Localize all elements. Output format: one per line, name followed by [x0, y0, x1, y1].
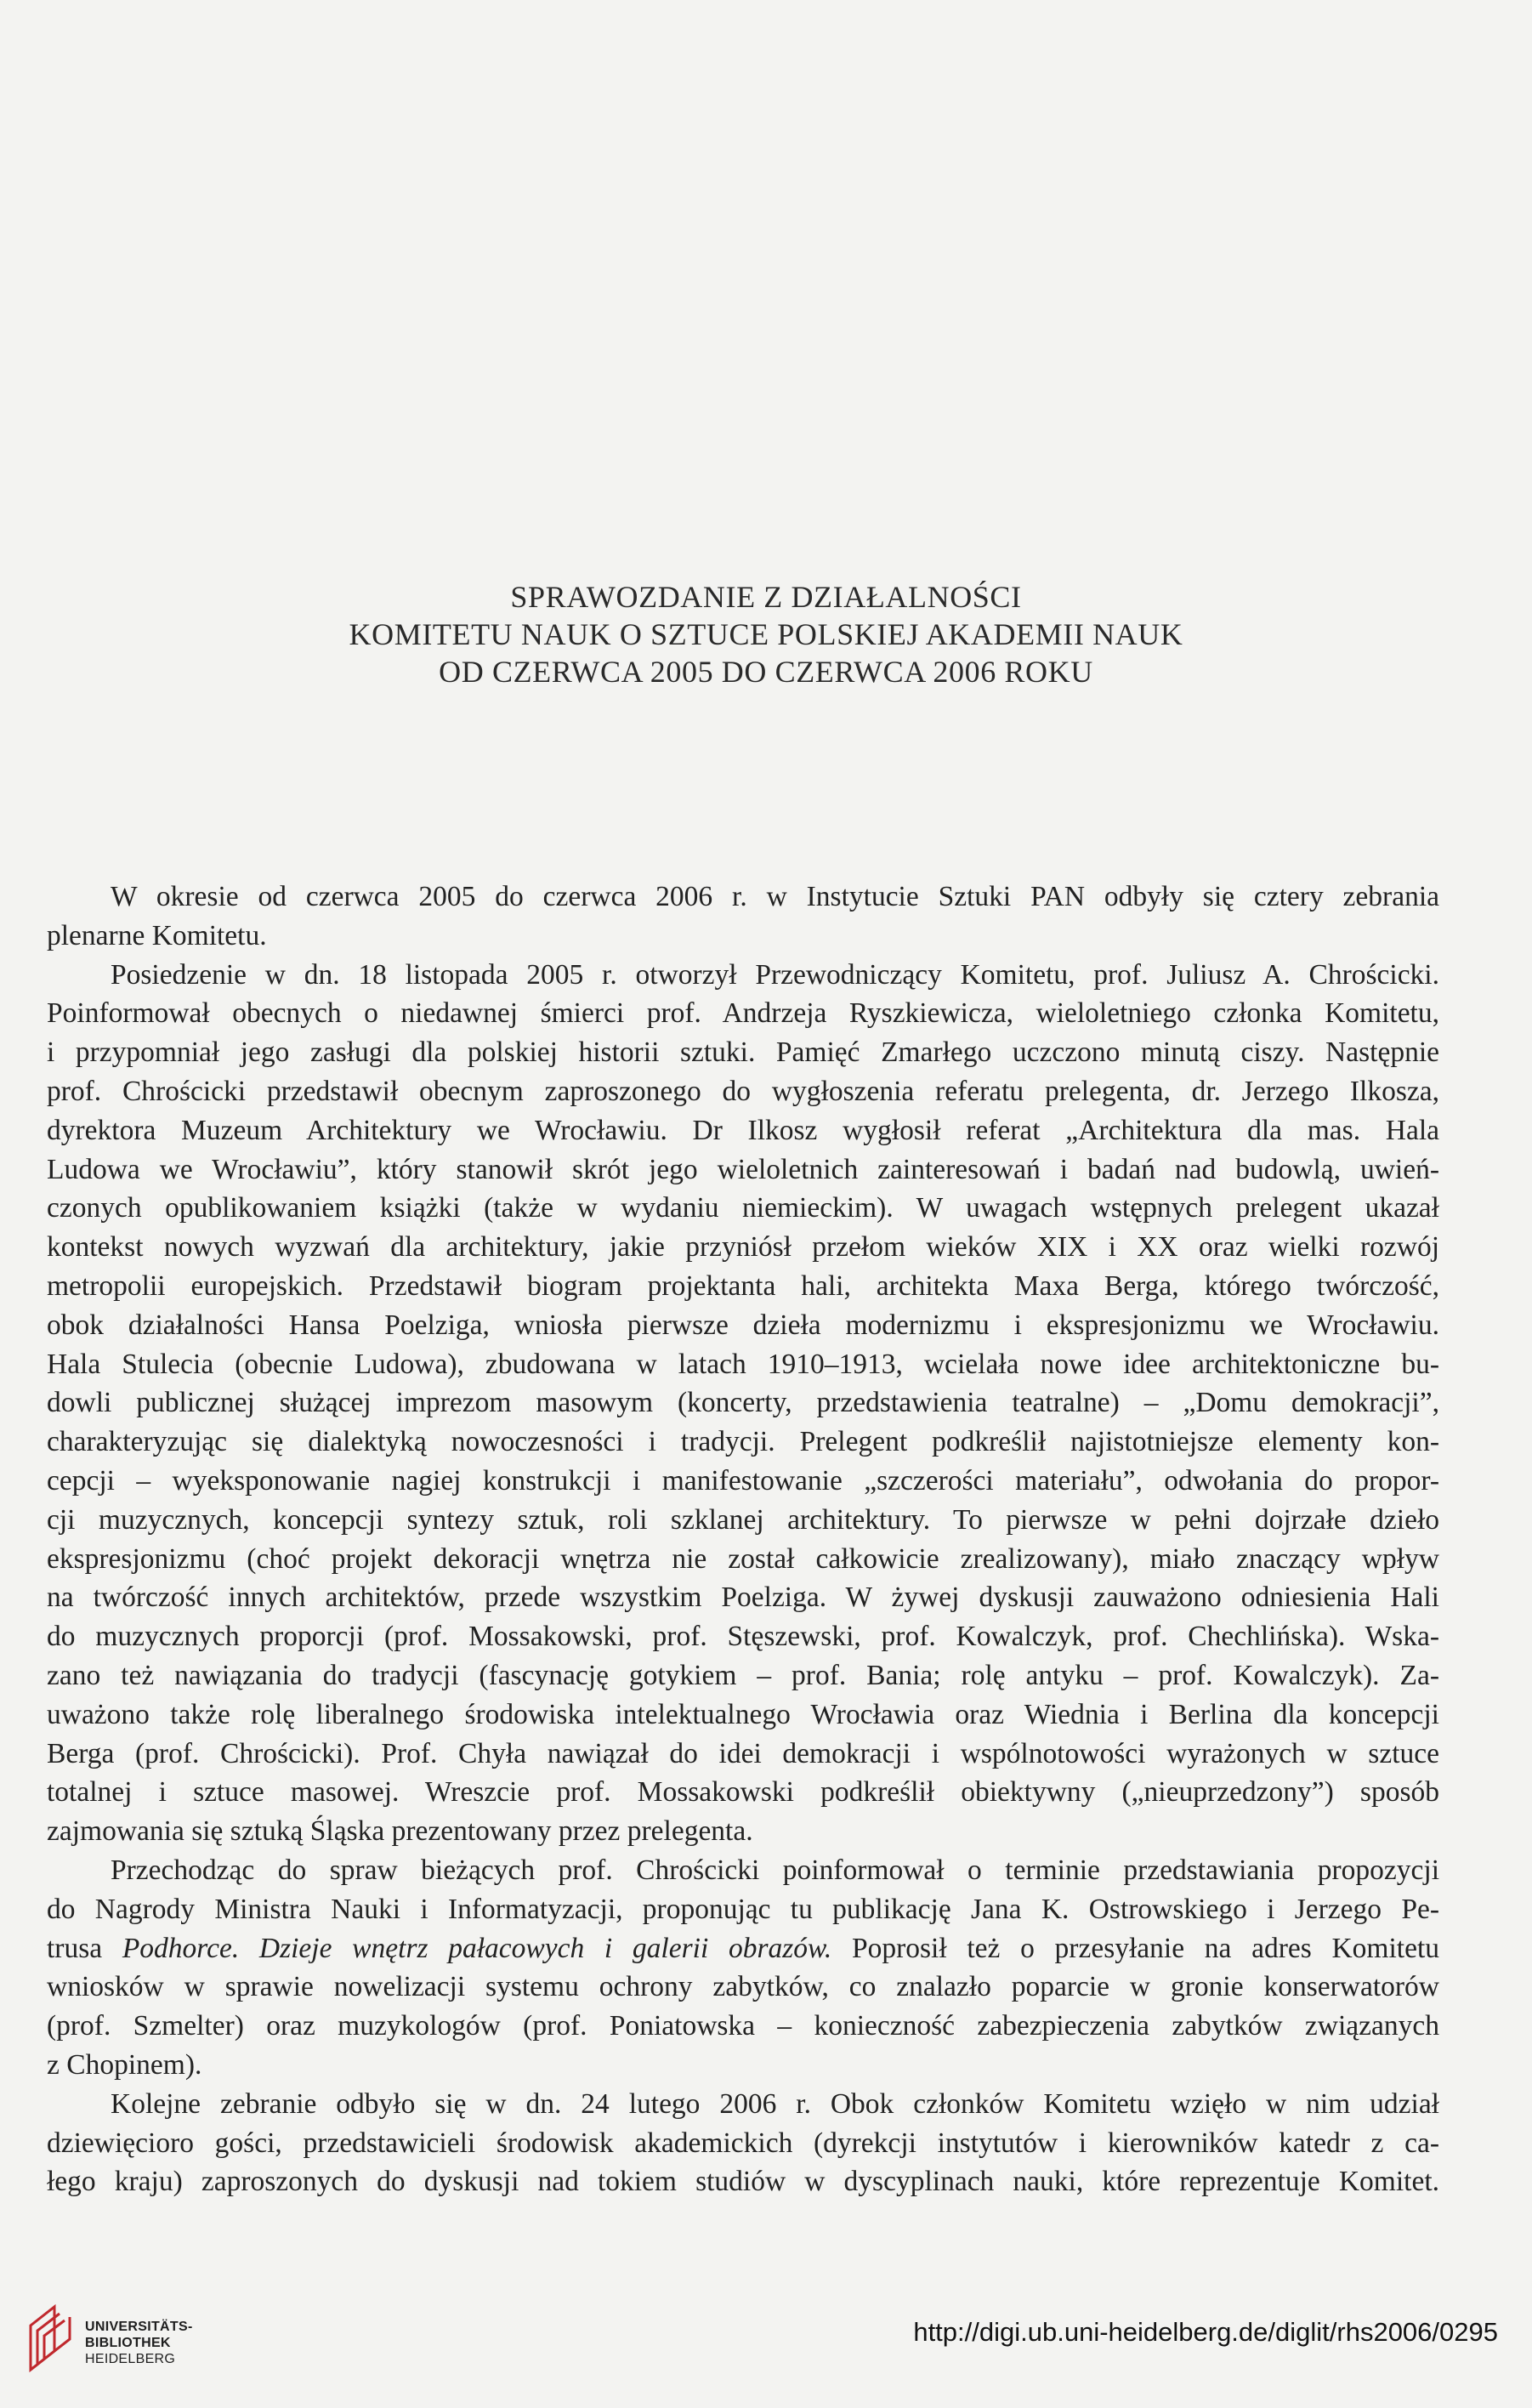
- title-line-1: SPRAWOZDANIE Z DZIAŁALNOŚCI: [510, 580, 1022, 614]
- text-line: uważono także rolę liberalnego środowiska intelektualnego Wrocławia oraz Wiednia i Berlina dla koncepcji: [47, 1698, 1439, 1730]
- text-line: dowli publicznej służącej imprezom masowym (koncerty, przedstawienia teatralne) – „Domu demokracji”,: [47, 1387, 1439, 1419]
- text-line: plenarne Komitetu.: [47, 919, 267, 951]
- text-line: łego kraju) zaproszonych do dyskusji nad tokiem studiów w dyscyplinach nauki, które reprezentuje Komitet.: [47, 2166, 1439, 2198]
- text-line: na twórczość innych architektów, przede wszystkim Poelziga. W żywej dyskusji zauważono odniesienia Hali: [47, 1582, 1439, 1614]
- text-line: Kolejne zebranie odbyło się w dn. 24 lutego 2006 r. Obok członków Komitetu wzięło w nim udział: [111, 2087, 1439, 2120]
- text-line: totalnej i sztuce masowej. Wreszcie prof. Mossakowski podkreślił obiektywny („nieuprzedzony”) sposób: [47, 1776, 1439, 1809]
- text-line: do muzycznych proporcji (prof. Mossakowski, prof. Stęszewski, prof. Kowalczyk, prof. Chechlińska). Wska-: [47, 1621, 1439, 1653]
- text-line: czonych opublikowaniem książki (także w wydaniu niemieckim). W uwagach wstępnych prelegent ukazał: [47, 1192, 1439, 1224]
- text-line: zano też nawiązania do tradycji (fascynację gotykiem – prof. Bania; rolę antyku – prof. Kowalczyk). Za-: [47, 1659, 1439, 1691]
- text-line: dyrektora Muzeum Architektury we Wrocławiu. Dr Ilkosz wygłosił referat „Architektura dla mas. Hala: [47, 1114, 1439, 1146]
- text-line: cji muzycznych, koncepcji syntezy sztuk, roli szklanej architektury. To pierwsze w pełni dojrzałe dzieło: [47, 1503, 1439, 1536]
- source-url: http://digi.ub.uni-heidelberg.de/diglit/rhs2006/0295: [913, 2317, 1498, 2347]
- text-line: do Nagrody Ministra Nauki i Informatyzacji, proponując tu publikację Jana K. Ostrowskiego i Jerzego Pe-: [47, 1893, 1439, 1925]
- text-line: zajmowania się sztuką Śląska prezentowany przez prelegenta.: [47, 1815, 753, 1848]
- text-fragment: Poprosił też o przesyłanie na adres Komitetu: [851, 1932, 1440, 1964]
- text-line: Poinformował obecnych o niedawnej śmierci prof. Andrzeja Ryszkiewicza, wieloletniego członka Komitetu,: [47, 997, 1439, 1030]
- text-line: kontekst nowych wyzwań dla architektury, jakie przyniósł przełom wieków XIX i XX oraz wielki rozwój: [47, 1231, 1439, 1264]
- text-line: ekspresjonizmu (choć projekt dekoracji wnętrza nie został całkowicie zrealizowany), miało znaczący wpływ: [47, 1542, 1439, 1575]
- title-line-3: OD CZERWCA 2005 DO CZERWCA 2006 ROKU: [439, 655, 1093, 689]
- page-footer: [0, 2300, 1532, 2394]
- text-line: wniosków w sprawie nowelizacji systemu ochrony zabytków, co znalazło poparcie w gronie konserwatorów: [47, 1971, 1439, 2003]
- text-line: obok działalności Hansa Poelziga, wniosła pierwsze dzieła modernizmu i ekspresjonizmu we Wrocławiu.: [47, 1309, 1439, 1341]
- text-line: prof. Chrościcki przedstawił obecnym zaproszonego do wygłoszenia referatu prelegenta, dr. Jerzego Ilkosza,: [47, 1075, 1439, 1107]
- text-fragment: trusa: [47, 1932, 103, 1964]
- library-logo-icon: [26, 2300, 77, 2377]
- text-line: W okresie od czerwca 2005 do czerwca 2006 r. w Instytucie Sztuki PAN odbyły się cztery zebrania: [111, 881, 1439, 912]
- text-line: dziewięcioro gości, przedstawicieli środowisk akademickich (dyrekcji instytutów i kierowników katedr z ca-: [47, 2127, 1439, 2159]
- text-line: z Chopinem).: [47, 2048, 202, 2081]
- text-line-mixed: [47, 1929, 1439, 1968]
- title-line-2: KOMITETU NAUK O SZTUCE POLSKIEJ AKADEMII NAUK: [349, 617, 1183, 651]
- library-name-line-1: UNIVERSITÄTS-: [85, 2320, 193, 2334]
- text-line: Berga (prof. Chrościcki). Prof. Chyła nawiązał do idei demokracji i wspólnotowości wyrażonych w sztuce: [47, 1737, 1439, 1769]
- text-line: Hala Stulecia (obecnie Ludowa), zbudowana w latach 1910–1913, wcielała nowe idee architektoniczne bu-: [47, 1348, 1439, 1380]
- library-name-line-3: HEIDELBERG: [85, 2352, 176, 2366]
- text-line: Posiedzenie w dn. 18 listopada 2005 r. otworzył Przewodniczący Komitetu, prof. Juliusz A. Chrościcki.: [111, 958, 1439, 991]
- text-line: cepcji – wyeksponowanie nagiej konstrukcji i manifestowanie „szczerości materiału”, odwołania do propor-: [47, 1464, 1439, 1496]
- italic-book-title: Podhorce. Dzieje wnętrz pałacowych i galerii obrazów.: [122, 1932, 832, 1964]
- document-title: [0, 578, 1532, 690]
- text-line: charakteryzując się dialektyką nowoczesności i tradycji. Prelegent podkreślił najistotniejsze elementy kon-: [47, 1426, 1439, 1458]
- library-name: [85, 2319, 193, 2367]
- text-line: Przechodząc do spraw bieżących prof. Chrościcki poinformował o terminie przedstawiania propozycji: [111, 1854, 1439, 1886]
- text-line: Ludowa we Wrocławiu”, który stanowił skrót jego wieloletnich zainteresowań i badań nad budowlą, uwień-: [47, 1153, 1439, 1185]
- text-line: i przypomniał jego zasługi dla polskiej historii sztuki. Pamięć Zmarłego uczczono minutą ciszy. Następnie: [47, 1036, 1439, 1069]
- report-body: [47, 877, 1439, 2201]
- text-line: (prof. Szmelter) oraz muzykologów (prof. Poniatowska – konieczność zabezpieczenia zabytków związanych: [47, 2010, 1439, 2042]
- library-name-line-2: BIBLIOTHEK: [85, 2336, 171, 2350]
- text-line: metropolii europejskich. Przedstawił biogram projektanta hali, architekta Maxa Berga, którego twórczość,: [47, 1269, 1439, 1302]
